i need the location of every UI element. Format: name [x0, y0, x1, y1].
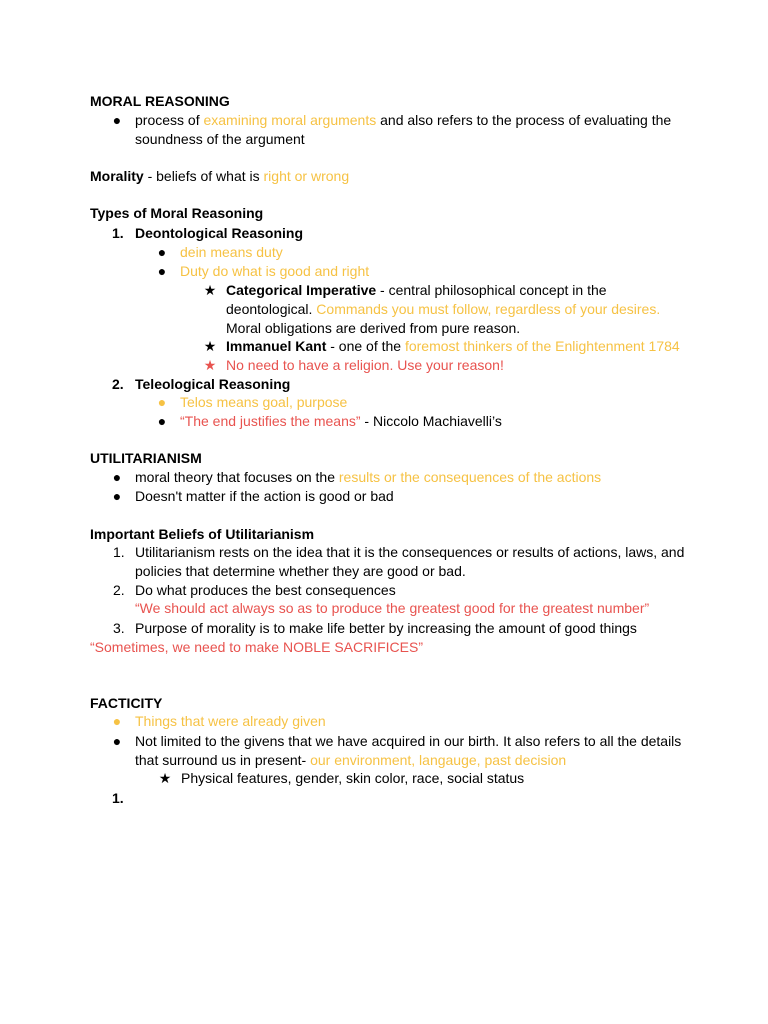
list-item: Do what produces the best consequences: [135, 582, 396, 598]
bullet-icon: ●: [112, 713, 122, 729]
teleological-heading: Teleological Reasoning: [135, 376, 291, 392]
quote-text: “Sometimes, we need to make NOBLE SACRIFICES”: [90, 639, 423, 655]
term: Categorical Imperative: [226, 282, 377, 298]
text: - Niccolo Machiavelli’s: [360, 413, 502, 429]
bullet-icon: ●: [112, 112, 122, 128]
heading-facticity: FACTICITY: [90, 695, 163, 711]
text: moral theory that focuses on the: [135, 469, 339, 485]
bullet-icon: ●: [157, 394, 167, 410]
list-item-continuation: [226, 300, 660, 318]
text: - one of the: [326, 338, 405, 354]
list-number: 2.: [112, 376, 124, 392]
morality-definition: [90, 167, 349, 185]
quote-text: “We should act always so as to produce the greatest good for the greatest number”: [135, 600, 650, 616]
deontological-heading: Deontological Reasoning: [135, 225, 304, 241]
list-item: Things that were already given: [135, 713, 326, 729]
list-number: 1.: [112, 790, 124, 806]
star-icon: ★: [203, 357, 217, 373]
bullet-icon: ●: [112, 488, 122, 504]
list-number: 3.: [113, 620, 125, 636]
list-item: [135, 111, 671, 129]
text: that surround us in present-: [135, 752, 311, 768]
list-item: Duty do what is good and right: [180, 263, 370, 279]
highlight-text: right or wrong: [263, 168, 350, 184]
term: Immanuel Kant: [226, 338, 327, 354]
list-item-continuation: Moral obligations are derived from pure reason.: [226, 320, 521, 336]
star-icon: ★: [158, 770, 172, 786]
list-item: [180, 412, 502, 430]
list-number: 1.: [113, 544, 125, 560]
list-item-continuation: policies that determine whether they are good or bad.: [135, 563, 466, 579]
heading-types: Types of Moral Reasoning: [90, 205, 264, 221]
highlight-text: Commands you must follow, regardless of your desires.: [316, 301, 661, 317]
list-item: Not limited to the givens that we have acquired in our birth. It also refers to all the details: [135, 733, 682, 749]
list-item: [226, 337, 680, 355]
text: deontological.: [226, 301, 317, 317]
list-item: Purpose of morality is to make life better by increasing the amount of good things: [135, 620, 637, 636]
list-number: 1.: [112, 225, 124, 241]
bullet-icon: ●: [157, 413, 167, 429]
highlight-text: results or the consequences of the actions: [338, 469, 602, 485]
text: process of: [135, 112, 204, 128]
text: and also refers to the process of evaluating the: [376, 112, 672, 128]
bullet-icon: ●: [112, 469, 122, 485]
heading-moral-reasoning: MORAL REASONING: [90, 93, 230, 109]
star-icon: ★: [203, 282, 217, 298]
bullet-icon: ●: [157, 244, 167, 260]
highlight-text: our environment, langauge, past decision: [310, 752, 567, 768]
list-item-continuation: [135, 751, 566, 769]
heading-important-beliefs: Important Beliefs of Utilitarianism: [90, 526, 315, 542]
list-item-continuation: soundness of the argument: [135, 131, 305, 147]
term: Morality: [90, 168, 144, 184]
list-item: No need to have a religion. Use your reason!: [226, 357, 504, 373]
heading-utilitarianism: UTILITARIANISM: [90, 450, 202, 466]
list-item: Telos means goal, purpose: [180, 394, 348, 410]
text: - beliefs of what is: [143, 168, 264, 184]
list-item: Doesn't matter if the action is good or bad: [135, 488, 394, 504]
list-item: Physical features, gender, skin color, race, social status: [181, 770, 525, 786]
bullet-icon: ●: [112, 733, 122, 749]
highlight-text: foremost thinkers of the Enlightenment 1784: [404, 338, 680, 354]
list-number: 2.: [113, 582, 125, 598]
list-item: Utilitarianism rests on the idea that it is the consequences or results of actions, laws, and: [135, 544, 685, 560]
list-item: dein means duty: [180, 244, 283, 260]
star-icon: ★: [203, 338, 217, 354]
highlight-text: examining moral arguments: [203, 112, 377, 128]
bullet-icon: ●: [157, 263, 167, 279]
list-item: [226, 281, 607, 299]
list-item: [135, 468, 601, 486]
highlight-text: “The end justifies the means”: [180, 413, 361, 429]
text: - central philosophical concept in the: [376, 282, 607, 298]
